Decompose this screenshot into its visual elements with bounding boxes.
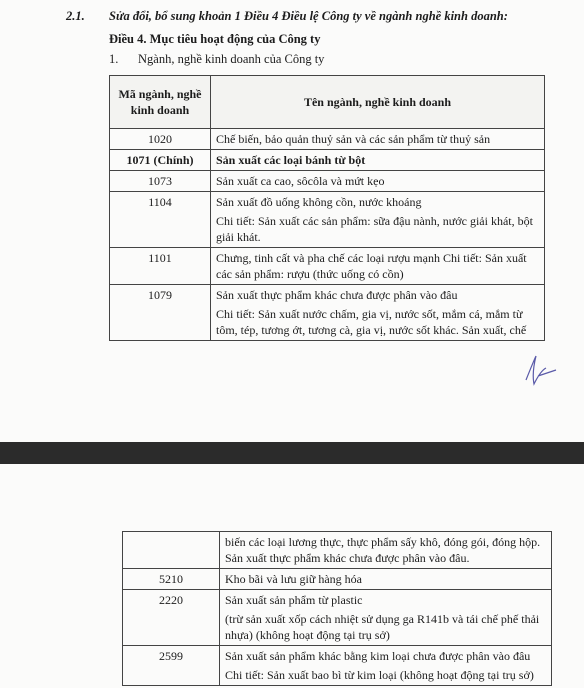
business-line-name: Sản xuất sản phẩm khác bằng kim loại chưa được phân vào đâu: [225, 649, 531, 663]
table-row: [123, 590, 552, 646]
section-title: Sửa đổi, bổ sung khoản 1 Điều 4 Điều lệ Công ty về ngành nghề kinh doanh:: [109, 9, 508, 23]
signature-mark: [520, 350, 560, 390]
name-cell: [211, 171, 545, 192]
business-line-name: Chưng, tinh cất và pha chế các loại rượu mạnh Chi tiết: Sản xuất các sản phẩm: rượu (thức uống có cồn): [216, 251, 527, 281]
business-line-detail: Chi tiết: Sản xuất bao bì từ kim loại (không hoạt động tại trụ sở): [225, 668, 534, 682]
business-line-detail: Chi tiết: Sản xuất các sản phẩm: sữa đậu nành, nước giải khát, bột giải khát.: [216, 214, 533, 244]
code-cell: 1020: [110, 129, 211, 150]
table-row: [123, 569, 552, 590]
item-number: 1.: [109, 52, 119, 66]
item-text: Ngành, nghề kinh doanh của Công ty: [138, 52, 325, 66]
name-cell: [211, 129, 545, 150]
name-cell: [220, 569, 552, 590]
name-cell: [220, 590, 552, 646]
code-cell: 1079: [110, 285, 211, 341]
business-lines-table-continued: [122, 531, 552, 686]
table-row: [110, 129, 545, 150]
name-cell: [211, 150, 545, 171]
code-cell: 2220: [123, 590, 220, 646]
business-line-name: Sản xuất các loại bánh từ bột: [216, 153, 366, 167]
business-lines-table: [109, 75, 545, 341]
business-line-name: Kho bãi và lưu giữ hàng hóa: [225, 572, 362, 586]
code-cell: 5210: [123, 569, 220, 590]
table-row: [110, 285, 545, 341]
business-line-detail: (trừ sản xuất xốp cách nhiệt sử dụng ga R141b và tái chế phế thải nhựa) (không hoạt động tại trụ sở): [225, 612, 540, 642]
name-cell: [211, 192, 545, 248]
table-row-main: [110, 150, 545, 171]
business-line-name: Sản xuất thực phẩm khác chưa được phân vào đâu: [216, 288, 458, 302]
business-line-name: Sản xuất đồ uống không cồn, nước khoáng: [216, 195, 422, 209]
code-cell: [123, 532, 220, 569]
article-title: Điều 4. Mục tiêu hoạt động của Công ty: [109, 32, 321, 46]
section-number: 2.1.: [66, 9, 85, 23]
business-line-name: biến các loại lương thực, thực phẩm sấy khô, đóng gói, đóng hộp. Sản xuất thực phẩm khác chưa được phân vào đâu.: [225, 535, 541, 565]
table-row: [110, 248, 545, 285]
business-line-name: Sản xuất ca cao, sôcôla và mứt kẹo: [216, 174, 385, 188]
page-separator: [0, 442, 584, 464]
table-row: [110, 171, 545, 192]
column-header-name: Tên ngành, nghề kinh doanh: [211, 76, 545, 129]
business-line-name: Chế biến, bảo quản thuỷ sản và các sản phẩm từ thuỷ sản: [216, 132, 491, 146]
code-cell: 1104: [110, 192, 211, 248]
code-cell: 1071 (Chính): [110, 150, 211, 171]
table-header-row: [110, 76, 545, 129]
table-row: [123, 646, 552, 686]
name-cell: [211, 285, 545, 341]
business-line-detail: Chi tiết: Sản xuất nước chấm, gia vị, nước sốt, mắm cá, mắm từ tôm, tép, tương ớt, tương cà, gia vị, nước sốt khác. Sản xuất, chế: [216, 307, 527, 337]
code-cell: 1101: [110, 248, 211, 285]
name-cell: [220, 646, 552, 686]
table-row: [110, 192, 545, 248]
name-cell: [211, 248, 545, 285]
name-cell: [220, 532, 552, 569]
document-page-2: [0, 464, 584, 688]
table-row: [123, 532, 552, 569]
code-cell: 2599: [123, 646, 220, 686]
code-cell: 1073: [110, 171, 211, 192]
business-line-name: Sản xuất sản phẩm từ plastic: [225, 593, 363, 607]
column-header-code: Mã ngành, nghề kinh doanh: [110, 76, 211, 129]
